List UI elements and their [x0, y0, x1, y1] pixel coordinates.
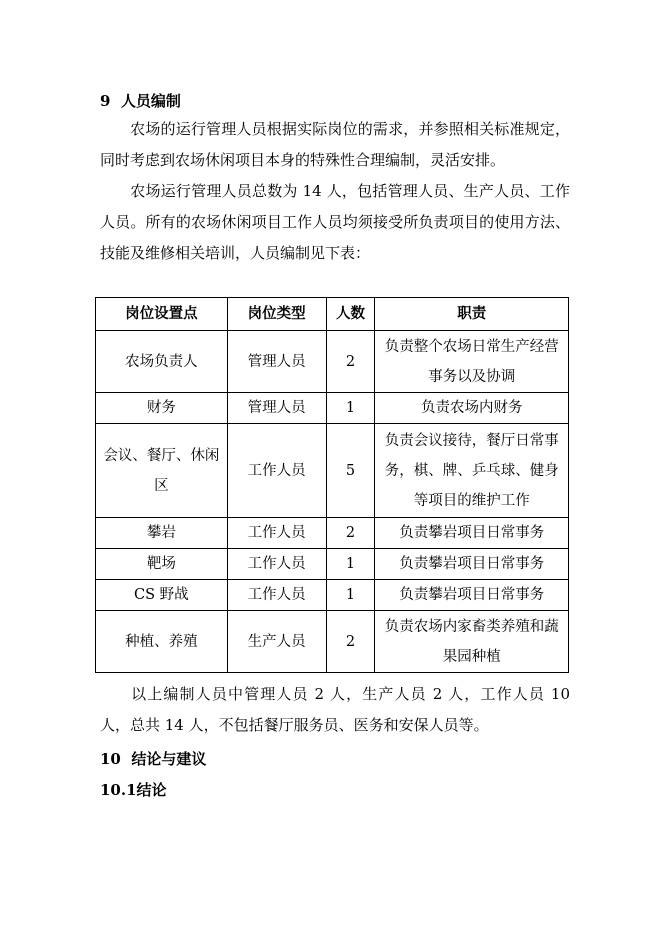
- section-9-title: 人员编制: [120, 92, 181, 110]
- cell-type: 工作人员: [227, 549, 326, 580]
- table-row: [96, 424, 569, 518]
- header-count: 人数: [326, 298, 375, 331]
- section-10-1-heading: [100, 779, 167, 800]
- cell-duty: 负责农场内财务: [375, 393, 569, 424]
- summary-text: 以上编制人员中管理人员 2 人，生产人员 2 人，工作人员 10 人，总共 14 人，不包括餐厅服务员、医务和安保人员等。: [100, 685, 570, 734]
- section-10-title: 结论与建议: [131, 750, 207, 768]
- table-row: [96, 518, 569, 549]
- header-post: 岗位设置点: [96, 298, 228, 331]
- cell-post: 会议、餐厅、休闲区: [96, 424, 228, 518]
- header-type: 岗位类型: [227, 298, 326, 331]
- cell-type: 工作人员: [227, 518, 326, 549]
- paragraph-1-text: 农场的运行管理人员根据实际岗位的需求，并参照相关标准规定，同时考虑到农场休闲项目本身的特殊性合理编制，灵活安排。: [100, 120, 570, 169]
- cell-post: 种植、养殖: [96, 611, 228, 673]
- section-10-1-number: 10.1: [100, 781, 137, 799]
- cell-post: 农场负责人: [96, 331, 228, 393]
- cell-type: 工作人员: [227, 580, 326, 611]
- cell-count: 2: [326, 611, 375, 673]
- cell-duty: 负责农场内家畜类养殖和蔬果园种植: [375, 611, 569, 673]
- header-duty: 职责: [375, 298, 569, 331]
- paragraph-2: [100, 176, 570, 269]
- cell-post: 靶场: [96, 549, 228, 580]
- cell-type: 工作人员: [227, 424, 326, 518]
- cell-count: 1: [326, 580, 375, 611]
- cell-count: 2: [326, 331, 375, 393]
- cell-duty: 负责攀岩项目日常事务: [375, 518, 569, 549]
- cell-post: CS 野战: [96, 580, 228, 611]
- staffing-table: [95, 297, 569, 673]
- table-row: [96, 611, 569, 673]
- cell-count: 1: [326, 393, 375, 424]
- section-10-1-title: 结论: [136, 781, 167, 799]
- summary-paragraph: [100, 679, 570, 741]
- section-9-heading: [100, 90, 181, 111]
- table-row: [96, 331, 569, 393]
- cell-post: 攀岩: [96, 518, 228, 549]
- table-header-row: [96, 298, 569, 331]
- section-10-heading: [100, 748, 206, 769]
- cell-duty: 负责攀岩项目日常事务: [375, 580, 569, 611]
- table-row: [96, 580, 569, 611]
- cell-type: 管理人员: [227, 331, 326, 393]
- table-row: [96, 549, 569, 580]
- cell-duty: 负责整个农场日常生产经营事务以及协调: [375, 331, 569, 393]
- cell-duty: 负责会议接待，餐厅日常事务，棋、牌、乒乓球、健身等项目的维护工作: [375, 424, 569, 518]
- table-row: [96, 393, 569, 424]
- cell-type: 生产人员: [227, 611, 326, 673]
- cell-post: 财务: [96, 393, 228, 424]
- section-10-number: 10: [100, 750, 121, 768]
- cell-type: 管理人员: [227, 393, 326, 424]
- paragraph-1: [100, 114, 570, 176]
- cell-count: 2: [326, 518, 375, 549]
- cell-count: 5: [326, 424, 375, 518]
- paragraph-2-text: 农场运行管理人员总数为 14 人，包括管理人员、生产人员、工作人员。所有的农场休闲项目工作人员均须接受所负责项目的使用方法、技能及维修相关培训，人员编制见下表：: [100, 182, 570, 262]
- cell-count: 1: [326, 549, 375, 580]
- section-9-number: 9: [100, 92, 111, 110]
- cell-duty: 负责攀岩项目日常事务: [375, 549, 569, 580]
